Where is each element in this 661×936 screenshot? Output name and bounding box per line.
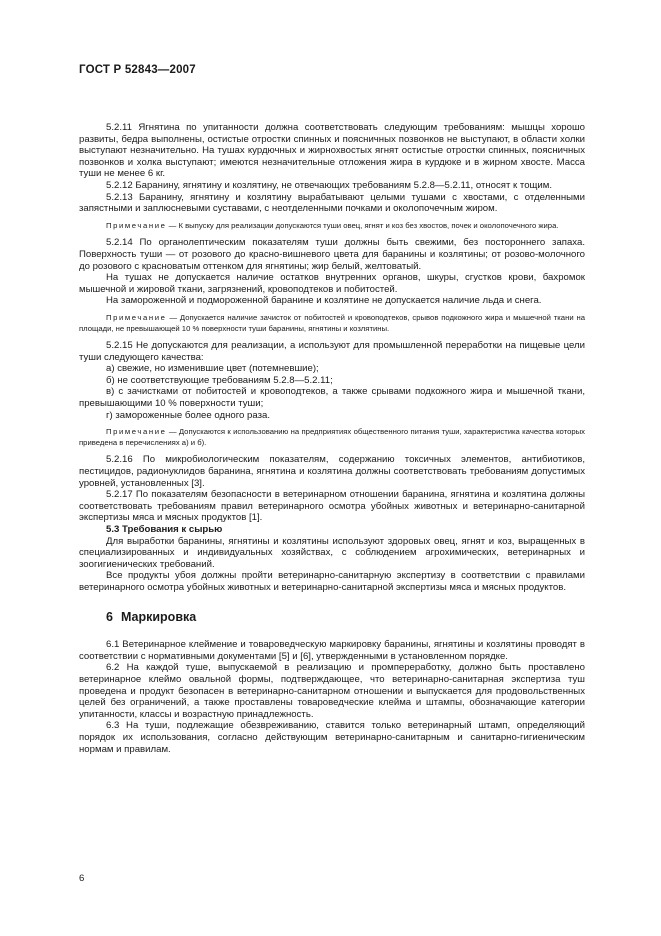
page-number: 6 xyxy=(79,873,85,884)
paragraph-5-2-15: 5.2.15 Не допускаются для реализации, а используют для промышленной переработки на пищевые цели туши следующего качества: xyxy=(79,340,585,363)
paragraph-6-1: 6.1 Ветеринарное клеймение и товароведческую маркировку баранины, ягнятины и козлятины проводят в соответствии с нормативными документами [5] и [6], утвержденными в установленном порядке. xyxy=(79,639,585,662)
paragraph-6-3: 6.3 На туши, подлежащие обезвреживанию, ставится только ветеринарный штамп, определяющий порядок их использования, согласно действующим ветеринарно-санитарным и санитарно-гигиеническим нормам и правилам. xyxy=(79,720,585,755)
note-label: Примечание xyxy=(106,427,167,437)
list-item-b: б) не соответствующие требованиям 5.2.8—5.2.11; xyxy=(106,374,333,386)
note-3 xyxy=(79,427,585,448)
note-text: — Допускается наличие зачисток от побитостей и кровоподтеков, срывов подкожного жира и мышечной ткани на площади, не превышающей 10 % поверхности туши баранины, ягнятины и козлятины. xyxy=(79,312,585,333)
page-content xyxy=(79,122,585,755)
list-item-a: а) свежие, но изменившие цвет (потемневшие); xyxy=(106,363,319,375)
note-label: Примечание xyxy=(106,220,167,230)
section-number: 6 xyxy=(106,609,113,624)
paragraph-5-2-14: 5.2.14 По органолептическим показателям туши должны быть свежими, без постороннего запаха. Поверхность туши — от розового до красно-вишневого цвета для баранины и козлятины; от розово-молочного до розового с красноватым оттенком для ягнятины; жир белый, желтоватый. xyxy=(79,237,585,272)
paragraph-5-2-17: 5.2.17 По показателям безопасности в ветеринарном отношении баранина, ягнятина и козлятина должны соответствовать требованиям правил ветеринарного осмотра убойных животных и ветеринарно-санитарной экспертизы мяса и мясных продуктов [1]. xyxy=(79,489,585,524)
note-1 xyxy=(79,221,585,232)
list-item-v: в) с зачистками от побитостей и кровоподтеков, а также срывами подкожного жира и мышечной ткани, превышающими 10 % поверхности туши; xyxy=(79,386,585,410)
paragraph-5-2-12: 5.2.12 Баранину, ягнятину и козлятину, не отвечающих требованиям 5.2.8—5.2.11, относят к тощим. xyxy=(106,179,553,191)
paragraph-5-3-raw-materials: Для выработки баранины, ягнятины и козлятины используют здоровых овец, ягнят и коз, выращенных в специализированных и индивидуальных хозяйствах, с соблюдением агрохимических, ветеринарных и зоогигиенических требований. xyxy=(79,535,585,570)
paragraph-5-2-14-defects: На тушах не допускается наличие остатков внутренних органов, шкуры, сгустков крови, бахромок мышечной и жировой ткани, загрязнений, кровоподтеков и побитостей. xyxy=(79,272,585,295)
paragraph-6-2: 6.2 На каждой туше, выпускаемой в реализацию и промпереработку, должно быть проставлено ветеринарное клеймо овальной формы, подтверждающее, что ветеринарно-санитарная экспертиза туш проведена и продукт безопасен в ветеринарно-санитарном отношении и выпускается для продовольственных целей без ограничений, а также проставлены товароведческие клейма и штампы, обозначающие категории упитанности, классы и возрастную принадлежность. xyxy=(79,662,585,720)
subsection-5-3-title: 5.3 Требования к сырью xyxy=(106,524,223,535)
paragraph-5-2-13: 5.2.13 Баранину, ягнятину и козлятину вырабатывают целыми тушами с хвостами, с отделенными запястными и заплюсневыми суставами, с неотделенными почками и околопочечным жиром. xyxy=(79,191,585,215)
paragraph-5-2-11: 5.2.11 Ягнятина по упитанности должна соответствовать следующим требованиям: мышцы хорошо развиты, бедра выполнены, остистые отростки спинных и поясничных позвонков не выступают, в области холки выступают незначительно. На тушах курдючных и жирнохвостых ягнят остистые отростки спинных, поясничных позвонков и холка выступают; имеются незначительные отложения жира в курдюке и в жирном хвосте. Масса туши не менее 6 кг. xyxy=(79,122,585,180)
paragraph-5-3-inspection: Все продукты убоя должны пройти ветеринарно-санитарную экспертизу в соответствии с правилами ветеринарного осмотра убойных животных и ветеринарно-санитарной экспертизы мяса и мясных продуктов. xyxy=(79,570,585,593)
note-text: — К выпуску для реализации допускаются туши овец, ягнят и коз без хвостов, почек и околопочечного жира. xyxy=(166,220,559,230)
section-6-heading xyxy=(106,609,585,624)
quality-list-end xyxy=(79,410,585,422)
quality-list xyxy=(79,363,585,386)
note-label: Примечание xyxy=(106,312,167,322)
page-header-standard-code: ГОСТ Р 52843—2007 xyxy=(79,64,196,76)
note-2 xyxy=(79,313,585,334)
section-title: Маркировка xyxy=(120,609,197,624)
note-text: — Допускаются к использованию на предприятиях общественного питания туши, характеристика качества которых приведена в перечислениях а) и б). xyxy=(79,427,585,447)
paragraph-5-2-14-frozen: На замороженной и подмороженной баранине и козлятине не допускается наличие льда и снега. xyxy=(106,295,542,307)
paragraph-5-2-16: 5.2.16 По микробиологическим показателям, содержанию токсичных элементов, антибиотиков, пестицидов, радионуклидов баранина, ягнятина и козлятина должны соответствовать требованиям допустимых уровней, установленных [3]. xyxy=(79,454,585,489)
list-item-g: г) замороженные более одного раза. xyxy=(106,409,270,421)
